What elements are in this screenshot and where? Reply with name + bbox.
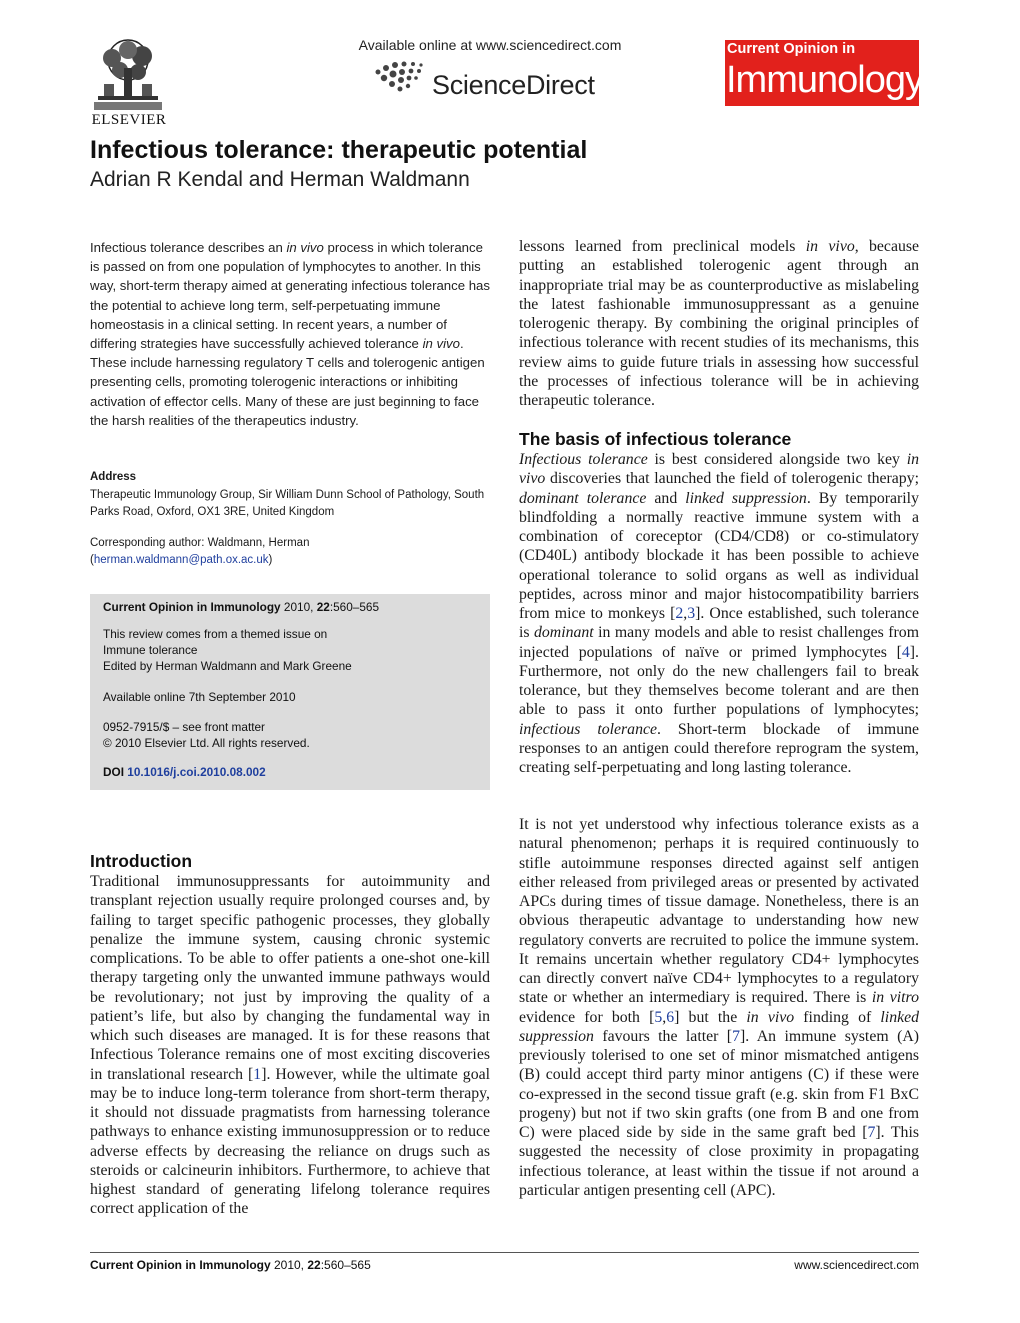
info-journal: Current Opinion in Immunology (103, 600, 281, 614)
author-email-link[interactable]: herman.waldmann@path.ox.ac.uk (93, 553, 269, 566)
article-title: Infectious tolerance: therapeutic potential (90, 136, 588, 164)
introduction-body (90, 872, 490, 1219)
footer-website: www.sciencedirect.com (794, 1258, 919, 1272)
reference-link[interactable]: 7 (867, 1124, 876, 1141)
reference-link[interactable]: 7 (732, 1027, 740, 1045)
abstract-text: . These include harnessing regulatory T cells and tolerogenic antigen presenting cells, promoting tolerogenic interactions or inhibiting activation of effector cells. Many of these are just beginning to face the harsh realities of the therapeutics industry. (90, 336, 485, 428)
body-text: ]. Once established, such tolerance is (519, 605, 919, 642)
elsevier-wordmark: ELSEVIER (91, 112, 167, 128)
corresponding-author-name: Corresponding author: Waldmann, Herman (90, 537, 310, 549)
article-authors: Adrian R Kendal and Herman Waldmann (90, 168, 470, 191)
body-text: , (683, 605, 688, 622)
body-text: , (662, 1008, 667, 1026)
reference-link[interactable]: 3 (687, 605, 696, 622)
basis-body-2 (519, 815, 919, 1200)
sciencedirect-dots-icon (372, 58, 432, 98)
body-text: , because putting an established tolerogenic agent through an inappropriate trial may be as counterproductive as mislabeling the latest fashionable immunosuppressant as a genuine tolerogenic therapy. By combining the original principles of infectious tolerance with recent studies of its mechanisms, this review aims to guide future trials in assessing how successful the processes of infectious tolerance will be in achieving therapeutic tolerance. (519, 238, 920, 409)
introduction-heading: Introduction (90, 851, 193, 871)
reference-link[interactable]: 2 (675, 605, 684, 622)
body-italic: Infectious tolerance (519, 451, 648, 468)
body-text: and (646, 489, 686, 507)
info-copyright: © 2010 Elsevier Ltd. All rights reserved. (103, 736, 310, 750)
elsevier-tree-icon (90, 38, 166, 112)
body-text: . By temporarily blindfolding a normally reactive immune system with a combination of coreceptor (CD4/CD8) or co-stimulatory (CD40L) antibody blockade it has been possible to achieve operational tolerance to solid organs as well as individual peptides, across minor and major histocompatibility barriers from mice to monkeys [ (519, 489, 919, 622)
footer-journal: Current Opinion in Immunology (90, 1258, 271, 1272)
body-text: ]. However, while the ultimate goal may be to induce long-term tolerance from short-term therapy, it should not dissuade pragmatists from harnessing tolerance pathways to enhance existing immunosuppression or to reduce adverse effects by decreasing the reliance on drugs such as steroids or calcineurin inhibitors. Furthermore, to achieve that highest standard of generating lifelong tolerance requires correct application of the (90, 1065, 491, 1218)
body-text: finding of (794, 1008, 881, 1026)
body-italic: in vivo (805, 238, 855, 255)
body-italic: linked suppression (519, 1008, 920, 1045)
info-rights (103, 719, 310, 751)
body-text: in many models and able to resist challenges from injected populations of naïve or primed lymphocytes [ (519, 624, 919, 661)
address-text: Therapeutic Immunology Group, Sir William Dunn School of Pathology, South Parks Road, Oxford, OX1 3RE, United Kingdom (90, 489, 485, 518)
info-issn: 0952-7915/$ – see front matter (103, 720, 265, 734)
body-text: Traditional immunosuppressants for autoimmunity and transplant rejection usually require prolonged courses and, by failing to target specific pathogenic processes, they globally penalize the immune system, causing chronic systemic complications. To be able to offer patients a one-shot one-kill therapy targeting only the unwanted immune pathways would be revolutionary; not just by improving the quality of a patient’s life, but also by changing the fundamental way in which such diseases are managed. It is for these reasons that Infectious Tolerance remains one of most exciting discoveries in translational research [ (90, 873, 490, 1083)
elsevier-logo (88, 38, 170, 128)
footer-citation (90, 1258, 371, 1272)
body-text: discoveries that launched the field of tolerogenic therapy; (545, 470, 919, 488)
info-pages: :560–565 (329, 600, 380, 614)
doi-link[interactable]: 10.1016/j.coi.2010.08.002 (127, 765, 266, 779)
body-italic: dominant tolerance (519, 489, 647, 507)
info-volume: 22 (316, 600, 330, 614)
body-text: is best considered alongside two key (647, 451, 907, 468)
footer-year: 2010, (270, 1258, 308, 1272)
body-italic: dominant (534, 624, 594, 642)
body-text: lessons learned from preclinical models (519, 238, 806, 255)
footer-volume: 22 (307, 1258, 321, 1272)
journal-badge (725, 40, 923, 106)
journal-badge-series: Current Opinion in (727, 41, 856, 57)
info-available-date: Available online 7th September 2010 (103, 690, 296, 704)
info-themed-issue (103, 626, 352, 674)
reference-link[interactable]: 6 (666, 1008, 675, 1026)
reference-link[interactable]: 5 (654, 1008, 663, 1026)
info-doi-label: DOI (103, 765, 124, 779)
body-text: evidence for both [ (519, 1008, 655, 1026)
reference-link[interactable]: 1 (253, 1065, 262, 1083)
abstract-italic: in vivo (422, 336, 460, 352)
body-text: ]. Furthermore, not only do the new challengers fail to break tolerance, but they themselves become tolerant and are then able to pass it onto further populations of lymphocytes; (519, 643, 919, 719)
body-text: favours the latter [ (593, 1027, 733, 1045)
body-italic: linked suppression (685, 489, 807, 507)
article-info-box (90, 594, 490, 790)
body-text: ]. This suggested the necessity of close proximity in propagating infectious tolerance, at least within the tissue if not around a particular antigen presenting cell (APC). (519, 1124, 919, 1199)
body-italic: in vivo (746, 1008, 795, 1026)
info-year: 2010, (280, 600, 317, 614)
basis-body (519, 450, 919, 777)
footer-pages: :560–565 (320, 1258, 371, 1272)
sciencedirect-logo (372, 58, 612, 102)
body-italic: infectious tolerance (519, 720, 657, 738)
info-citation (103, 600, 379, 614)
basis-heading: The basis of infectious tolerance (519, 429, 792, 449)
address-heading: Address (90, 471, 137, 483)
sciencedirect-wordmark: ScienceDirect (432, 70, 595, 100)
info-doi (103, 765, 266, 779)
info-editors: Edited by Herman Waldmann and Mark Greene (103, 659, 352, 673)
footer-divider (90, 1252, 919, 1253)
reference-link[interactable]: 4 (901, 643, 910, 661)
body-italic: in vitro (871, 989, 919, 1007)
body-italic: in vivo (519, 451, 919, 488)
intro-continued-body (519, 237, 919, 410)
abstract-italic: in vivo (286, 240, 324, 255)
info-themed-line: This review comes from a themed issue on (103, 627, 328, 641)
info-themed-topic: Immune tolerance (103, 643, 198, 657)
body-text: . Short-term blockade of immune responses to an antigen could therefore reprogram the system, creating self-perpetuating and long lasting tolerance. (519, 720, 919, 776)
abstract-text: Infectious tolerance describes an (90, 240, 287, 255)
corresponding-author: Corresponding author: Waldmann, Herman (herman.waldmann@path.ox.ac.uk) (90, 537, 310, 566)
available-online-text: Available online at www.sciencedirect.com (358, 37, 622, 53)
abstract (90, 238, 490, 430)
body-text: It is not yet understood why infectious tolerance exists as a natural phenomenon; perhaps it is required continuously to stifle autoimmune responses directed against self antigen either released from privileged areas or presented by activated APCs during times of tissue damage. Nonetheless, there is an obvious therapeutic advantage to understanding how new regulatory converts are recruited to police the immune system. It remains uncertain whether regulatory CD4+ lymphocytes can directly convert naïve CD4+ lymphocytes to a regulatory state or whether an intermediary is required. There is (519, 816, 919, 1007)
body-text: ]. An immune system (A) previously tolerised to one set of minor mismatched antigens (B) could accept third party minor antigens (C) if these were co-expressed in the second tissue graft (e.g. skin from F1 BxC progeny) but not if two skin grafts (one from B and one from C) were placed side by side in the same graft bed [ (519, 1027, 919, 1141)
abstract-text: process in which tolerance is passed on from one population of lymphocytes to another. In this way, short-term therapy aimed at generating infectious tolerance has the potential to achieve long term, self-perpetuating immune homeostasis in a clinical setting. In recent years, a number of differing strategies have successfully achieved tolerance (90, 240, 490, 352)
body-text: ] but the (674, 1008, 747, 1026)
journal-badge-title: Immunology (726, 59, 923, 101)
